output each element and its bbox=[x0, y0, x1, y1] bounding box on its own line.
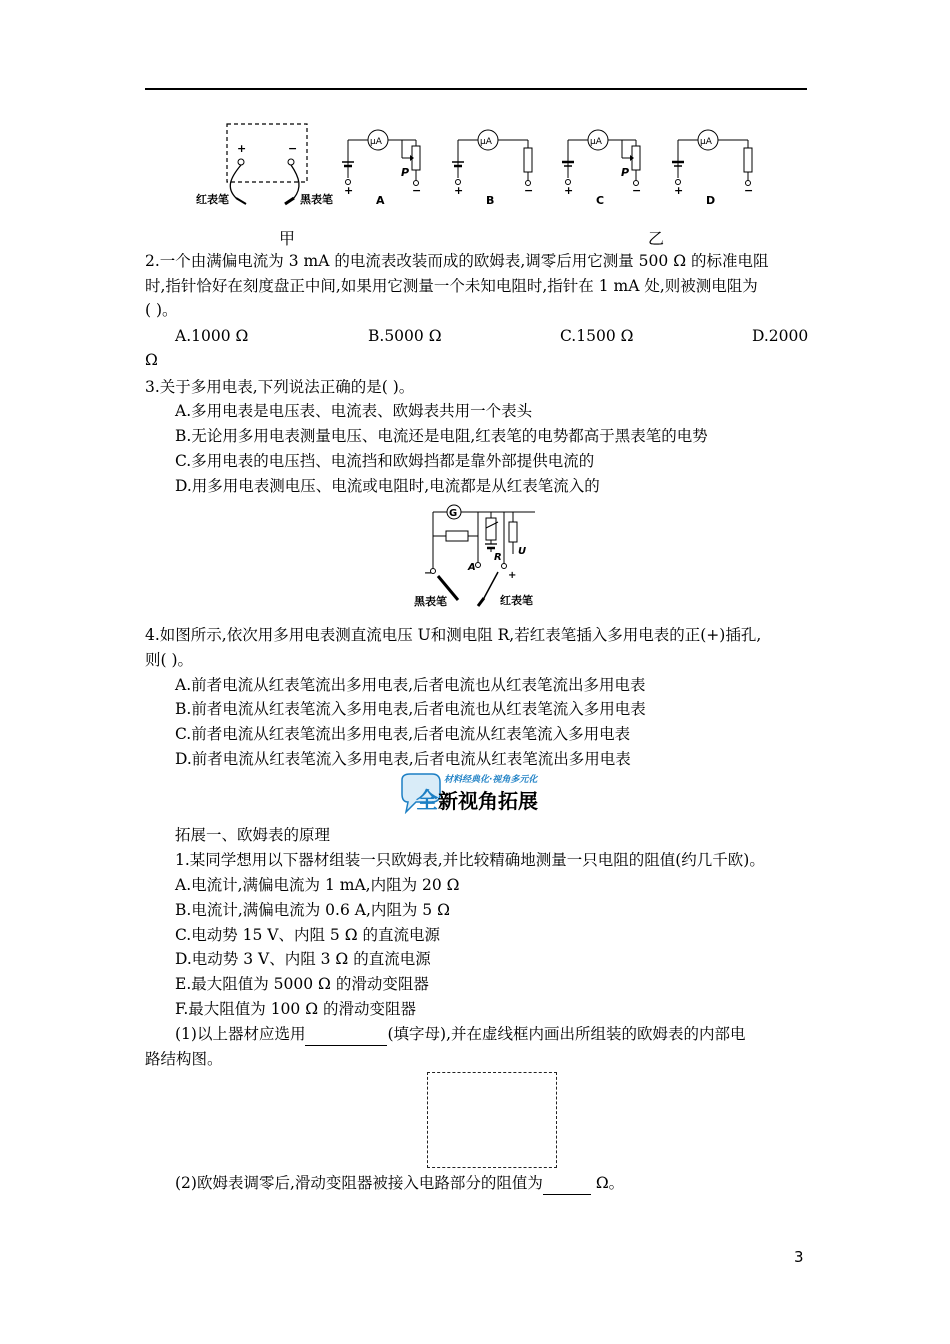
q4-line2: 则( )。 bbox=[145, 651, 194, 669]
ext-item-c: C.电动势 15 V、内阻 5 Ω 的直流电源 bbox=[175, 926, 440, 944]
svg-text:+: + bbox=[674, 184, 684, 197]
label-A: A bbox=[468, 562, 476, 573]
answer-blank-2[interactable] bbox=[543, 1172, 591, 1195]
circuit-D bbox=[672, 130, 753, 207]
q2-option-d-unit: Ω bbox=[145, 351, 158, 369]
header-rule bbox=[145, 88, 807, 90]
svg-text:−: − bbox=[744, 184, 754, 197]
banner-title-first: 全 bbox=[416, 789, 439, 814]
circuit-label-A: A bbox=[376, 194, 385, 207]
svg-text:μA: μA bbox=[700, 137, 712, 147]
ext-item-a: A.电流计,满偏电流为 1 mA,内阻为 20 Ω bbox=[175, 876, 460, 894]
q2-option-c: C.1500 Ω bbox=[560, 327, 634, 345]
figure-jia-yi bbox=[190, 118, 770, 218]
q4-option-d: D.前者电流从红表笔流入多用电表,后者电流从红表笔流出多用电表 bbox=[175, 750, 631, 768]
q2-line2: 时,指针恰好在刻度盘正中间,如果用它测量一个未知电阻时,指针在 1 mA 处,则被测电阻为 bbox=[145, 277, 758, 295]
svg-text:+: + bbox=[508, 570, 517, 581]
ext-item-f: F.最大阻值为 100 Ω 的滑动变阻器 bbox=[175, 1000, 416, 1018]
jia-red-probe: 红表笔 bbox=[196, 193, 229, 206]
ext-item-b: B.电流计,满偏电流为 0.6 A,内阻为 5 Ω bbox=[175, 901, 450, 919]
q2-option-a: A.1000 Ω bbox=[175, 327, 249, 345]
ext-part1-cont: 路结构图。 bbox=[145, 1050, 223, 1068]
circuit-label-D: D bbox=[706, 194, 716, 207]
fig2-black-probe: 黑表笔 bbox=[414, 595, 447, 608]
figure-multimeter bbox=[408, 500, 548, 610]
label-R: R bbox=[494, 552, 502, 563]
ext-heading: 拓展一、欧姆表的原理 bbox=[175, 826, 331, 844]
q4-option-c: C.前者电流从红表笔流出多用电表,后者电流从红表笔流入多用电表 bbox=[175, 725, 631, 743]
svg-text:μA: μA bbox=[590, 137, 602, 147]
jia-plus: + bbox=[237, 142, 247, 155]
ext-item-e: E.最大阻值为 5000 Ω 的滑动变阻器 bbox=[175, 975, 429, 993]
caption-jia: 甲 bbox=[279, 229, 296, 248]
banner-subtitle: 材料经典化·视角多元化 bbox=[444, 775, 538, 785]
circuit-label-C: C bbox=[596, 194, 605, 207]
q4-option-a: A.前者电流从红表笔流出多用电表,后者电流也从红表笔流出多用电表 bbox=[175, 676, 646, 694]
drawing-box[interactable] bbox=[427, 1072, 557, 1168]
circuit-C bbox=[562, 130, 641, 207]
fig2-red-probe: 红表笔 bbox=[500, 594, 533, 607]
ext-part1: (1)以上器材应选用 (填字母),并在虚线框内画出所组装的欧姆表的内部电 bbox=[175, 1023, 746, 1046]
svg-text:+: + bbox=[564, 184, 574, 197]
svg-text:μA: μA bbox=[480, 137, 492, 147]
answer-blank-1[interactable] bbox=[305, 1023, 387, 1046]
q2-option-d: D.2000 bbox=[752, 327, 809, 345]
circuit-label-B: B bbox=[486, 194, 495, 207]
svg-text:P: P bbox=[401, 166, 410, 179]
galvanometer-label: G bbox=[449, 508, 458, 519]
svg-text:−: − bbox=[632, 184, 642, 197]
caption-yi: 乙 bbox=[648, 229, 665, 248]
ext-item-d: D.电动势 3 V、内阻 3 Ω 的直流电源 bbox=[175, 950, 431, 968]
svg-text:P: P bbox=[621, 166, 630, 179]
q3-option-d: D.用多用电表测电压、电流或电阻时,电流都是从红表笔流入的 bbox=[175, 477, 600, 495]
q2-line3: ( )。 bbox=[145, 301, 178, 319]
q2-line1: 2.一个由满偏电流为 3 mA 的电流表改装而成的欧姆表,调零后用它测量 500 Ω 的标准电阻 bbox=[145, 252, 769, 270]
q4-line1: 4.如图所示,依次用多用电表测直流电压 U和测电阻 R,若红表笔插入多用电表的正(+)插孔, bbox=[145, 626, 762, 644]
ext-q1: 1.某同学想用以下器材组装一只欧姆表,并比较精确地测量一只电阻的阻值(约几千欧)。 bbox=[175, 851, 765, 869]
svg-text:+: + bbox=[344, 184, 354, 197]
banner-title-rest: 新视角拓展 bbox=[438, 789, 539, 813]
q3-option-c: C.多用电表的电压挡、电流挡和欧姆挡都是靠外部提供电流的 bbox=[175, 452, 595, 470]
q4-option-b: B.前者电流从红表笔流入多用电表,后者电流也从红表笔流入多用电表 bbox=[175, 700, 646, 718]
page-number: 3 bbox=[794, 1248, 804, 1266]
label-U: U bbox=[518, 546, 527, 557]
circuit-B bbox=[452, 130, 533, 207]
circuit-A bbox=[342, 130, 421, 207]
q2-option-b: B.5000 Ω bbox=[368, 327, 442, 345]
svg-text:μA: μA bbox=[370, 137, 382, 147]
svg-text:−: − bbox=[424, 568, 433, 579]
ext-part2: (2)欧姆表调零后,滑动变阻器被接入电路部分的阻值为 Ω。 bbox=[175, 1172, 624, 1195]
svg-text:+: + bbox=[454, 184, 464, 197]
svg-text:−: − bbox=[524, 184, 534, 197]
q3-option-a: A.多用电表是电压表、电流表、欧姆表共用一个表头 bbox=[175, 402, 533, 420]
section-banner bbox=[396, 770, 566, 814]
jia-black-probe: 黑表笔 bbox=[300, 193, 333, 206]
q3-stem: 3.关于多用电表,下列说法正确的是( )。 bbox=[145, 378, 415, 396]
q3-option-b: B.无论用多用电表测量电压、电流还是电阻,红表笔的电势都高于黑表笔的电势 bbox=[175, 427, 708, 445]
svg-text:−: − bbox=[412, 184, 422, 197]
jia-minus: − bbox=[288, 142, 298, 155]
